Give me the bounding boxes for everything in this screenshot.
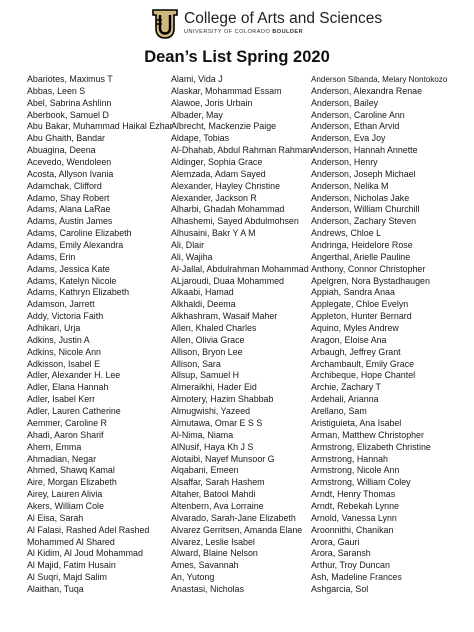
student-name: Arnold, Vanessa Lynn	[311, 512, 397, 523]
student-name: Anderson, Nelika M	[311, 180, 389, 191]
student-name: Arndt, Rebekah Lynne	[311, 500, 399, 511]
student-name: Apelgren, Nora Bystadhaugen	[311, 275, 430, 286]
student-name: Alotaibi, Nayef Munsoor G	[171, 453, 275, 464]
name-column-1	[27, 74, 173, 596]
student-name: AlNusif, Haya Kh J S	[171, 441, 254, 452]
student-name: Archambault, Emily Grace	[311, 358, 415, 369]
student-name: Archie, Zachary T	[311, 382, 381, 393]
student-name: Anderson, Bailey	[311, 97, 379, 108]
student-name: Al Eisa, Sarah	[27, 512, 84, 523]
student-name: Alqabani, Emeen	[171, 465, 239, 476]
student-name: Anderson, Eva Joy	[311, 133, 386, 144]
student-name: Anastasi, Nicholas	[171, 583, 245, 594]
student-name: Allsup, Samuel H	[171, 370, 240, 381]
student-name: Arndt, Henry Thomas	[311, 489, 396, 500]
student-name: Airey, Lauren Alivia	[27, 489, 103, 500]
student-name: Alaskar, Mohammad Essam	[171, 85, 282, 96]
student-name: Akers, William Cole	[27, 500, 104, 511]
student-name: Alhusaini, Bakr Y A M	[171, 228, 256, 239]
college-name: College of Arts and Sciences	[184, 10, 383, 27]
student-name: Alkhaldi, Deema	[171, 299, 236, 310]
student-name: Alvarado, Sarah-Jane Elizabeth	[171, 512, 296, 523]
student-name: Anderson Sibanda, Melary Nontokozo	[311, 75, 448, 84]
student-name: Appleton, Hunter Bernard	[311, 311, 412, 322]
student-name: Aragon, Eloise Ana	[311, 334, 387, 345]
student-name: Anderson, Caroline Ann	[311, 109, 405, 120]
student-name: Ashgarcia, Sol	[311, 583, 369, 594]
student-name: Al Kidim, Al Joud Mohammad	[27, 548, 143, 559]
student-name: Anderson, Joseph Michael	[311, 168, 416, 179]
student-name: Ahern, Emma	[27, 441, 82, 452]
student-name: Adkisson, Isabel E	[27, 358, 101, 369]
student-name: Arora, Saransh	[311, 548, 371, 559]
student-name: Alawoe, Joris Urbain	[171, 97, 253, 108]
student-name: Alexander, Hayley Christine	[171, 180, 281, 191]
student-name: Almutawa, Omar E S S	[171, 417, 263, 428]
student-name: Aroonnithi, Chanikan	[311, 524, 394, 535]
student-name: Aristiguieta, Ana Isabel	[311, 417, 402, 428]
student-name: Adams, Austin James	[27, 216, 113, 227]
student-name: Ash, Madeline Frances	[311, 572, 402, 583]
student-name: Abu Ghaith, Bandar	[27, 133, 105, 144]
student-name: Adamchak, Clifford	[27, 180, 102, 191]
student-name: Ahmadian, Negar	[27, 453, 97, 464]
student-name: Aldinger, Sophia Grace	[171, 157, 263, 168]
student-name: Adler, Alexander H. Lee	[27, 370, 121, 381]
student-name: Adamson, Jarrett	[27, 299, 95, 310]
student-name: Angerthal, Arielle Pauline	[311, 251, 411, 262]
student-name: Armstrong, Elizabeth Christine	[311, 441, 431, 452]
student-name: Ardehali, Arianna	[311, 394, 379, 405]
student-name: Adams, Katelyn Nicole	[27, 275, 117, 286]
student-name: Alaithan, Tuqa	[27, 583, 84, 594]
student-name: Andringa, Heidelore Rose	[311, 240, 413, 251]
student-name: Anderson, Zachary Steven	[311, 216, 417, 227]
student-name: Adler, Elana Hannah	[27, 382, 109, 393]
student-name: An, Yutong	[171, 572, 215, 583]
student-name: Adler, Isabel Kerr	[27, 394, 96, 405]
student-name: Anderson, William Churchill	[311, 204, 420, 215]
student-name: Al-Jallal, Abdulrahman Mohammad	[171, 263, 309, 274]
student-name: Aldape, Tobias	[171, 133, 230, 144]
student-name: Aberbook, Samuel D	[27, 109, 109, 120]
student-name: Adams, Kathryn Elizabeth	[27, 287, 130, 298]
student-name: Applegate, Chloe Evelyn	[311, 299, 409, 310]
student-name: Ali, Wajiha	[171, 251, 213, 262]
student-name: Ali, Dlair	[171, 240, 205, 251]
student-name: Albrecht, Mackenzie Paige	[171, 121, 277, 132]
student-name: Anderson, Alexandra Renae	[311, 85, 423, 96]
student-name: Aquino, Myles Andrew	[311, 323, 399, 334]
student-name: Aemmer, Caroline R	[27, 417, 107, 428]
student-name: Adams, Erin	[27, 251, 76, 262]
student-name: ALjaroudi, Duaa Mohammed	[171, 275, 284, 286]
university-name	[184, 29, 303, 35]
student-name: Andrews, Chloe L	[311, 228, 382, 239]
student-name: Adamo, Shay Robert	[27, 192, 110, 203]
student-name: Arbaugh, Jeffrey Grant	[311, 346, 401, 357]
student-name: Acosta, Allyson Ivania	[27, 168, 114, 179]
student-name: Alvarez Gerritsen, Amanda Elane	[171, 524, 303, 535]
student-name: Alharbi, Ghadah Mohammad	[171, 204, 285, 215]
student-name: Allison, Sara	[171, 358, 221, 369]
student-name: Alhashemi, Sayed Abdulmohsen	[171, 216, 299, 227]
student-name: Albader, May	[171, 109, 223, 120]
student-name: Alemzada, Adam Sayed	[171, 168, 266, 179]
student-name: Almugwishi, Yazeed	[171, 406, 251, 417]
student-name: Anderson, Hannah Annette	[311, 145, 418, 156]
name-column-3	[311, 74, 471, 596]
student-name: Adams, Caroline Elizabeth	[27, 228, 132, 239]
student-name: Al Suqri, Majd Salim	[27, 572, 107, 583]
student-name: Almotery, Hazim Shabbab	[171, 394, 274, 405]
student-name: Arman, Matthew Christopher	[311, 429, 424, 440]
student-name: Appiah, Sandra Anaa	[311, 287, 395, 298]
student-name: Alkaabi, Hamad	[171, 287, 234, 298]
page-title: Dean’s List Spring 2020	[144, 48, 330, 66]
student-name: Ahadi, Aaron Sharif	[27, 429, 104, 440]
student-name: Alami, Vida J	[171, 74, 223, 84]
student-name: Adkins, Justin A	[27, 334, 90, 345]
student-name: Adams, Emily Alexandra	[27, 240, 124, 251]
student-name: Anderson, Ethan Arvid	[311, 121, 400, 132]
student-name: Abariotes, Maximus T	[27, 74, 113, 84]
cu-buffalo-logo-icon	[152, 9, 178, 39]
student-name: Alexander, Jackson R	[171, 192, 257, 203]
student-name: Al Majid, Fatim Husain	[27, 560, 116, 571]
student-name: Abuagina, Deena	[27, 145, 96, 156]
student-name: Alward, Blaine Nelson	[171, 548, 258, 559]
student-name: Abu Bakar, Muhammad Haikal Ezhar	[27, 121, 173, 132]
student-name: Arora, Gauri	[311, 536, 360, 547]
student-name: Adams, Alana LaRae	[27, 204, 111, 215]
student-name: Anderson, Henry	[311, 157, 378, 168]
student-name: Adler, Lauren Catherine	[27, 406, 121, 417]
student-name: Ames, Savannah	[171, 560, 239, 571]
student-name: Alsaffar, Sarah Hashem	[171, 477, 265, 488]
student-name: Mohammed Al Shared	[27, 536, 115, 547]
student-name: Armstrong, Hannah	[311, 453, 388, 464]
header	[0, 0, 474, 48]
student-name: Altenbern, Ava Lorraine	[171, 500, 264, 511]
student-name: Alkhashram, Wasaif Maher	[171, 311, 278, 322]
student-name: Al-Dhahab, Abdul Rahman Rahman	[171, 145, 313, 156]
student-name: Adams, Jessica Kate	[27, 263, 110, 274]
university-prefix: UNIVERSITY OF COLORADO	[184, 29, 271, 35]
student-name: Allen, Khaled Charles	[171, 323, 257, 334]
student-name: Almeraikhi, Hader Eid	[171, 382, 257, 393]
student-name: Allen, Olivia Grace	[171, 334, 245, 345]
student-name: Aire, Morgan Elizabeth	[27, 477, 117, 488]
student-name: Anderson, Nicholas Jake	[311, 192, 410, 203]
student-name: Arellano, Sam	[311, 406, 367, 417]
student-name: Addy, Victoria Faith	[27, 311, 104, 322]
student-name: Armstrong, William Coley	[311, 477, 411, 488]
student-name: Arthur, Troy Duncan	[311, 560, 390, 571]
student-name: Al Falasi, Rashed Adel Rashed	[27, 524, 150, 535]
student-name: Acevedo, Wendoleen	[27, 157, 112, 168]
student-name: Abel, Sabrina Ashlinn	[27, 97, 112, 108]
name-column-2	[171, 74, 313, 596]
student-name: Adhikari, Urja	[27, 323, 81, 334]
student-name: Archibeque, Hope Chantel	[311, 370, 416, 381]
student-name: Allison, Bryon Lee	[171, 346, 243, 357]
student-name: Adkins, Nicole Ann	[27, 346, 101, 357]
student-name: Alvarez, Leslie Isabel	[171, 536, 255, 547]
student-name: Altaher, Batool Mahdi	[171, 489, 256, 500]
university-campus: BOULDER	[272, 29, 304, 35]
student-name: Anthony, Connor Christopher	[311, 263, 426, 274]
student-name: Armstrong, Nicole Ann	[311, 465, 400, 476]
student-name: Ahmed, Shawq Kamal	[27, 465, 115, 476]
student-name: Al-Nima, Niama	[171, 429, 234, 440]
student-name: Abbas, Leen S	[27, 85, 86, 96]
